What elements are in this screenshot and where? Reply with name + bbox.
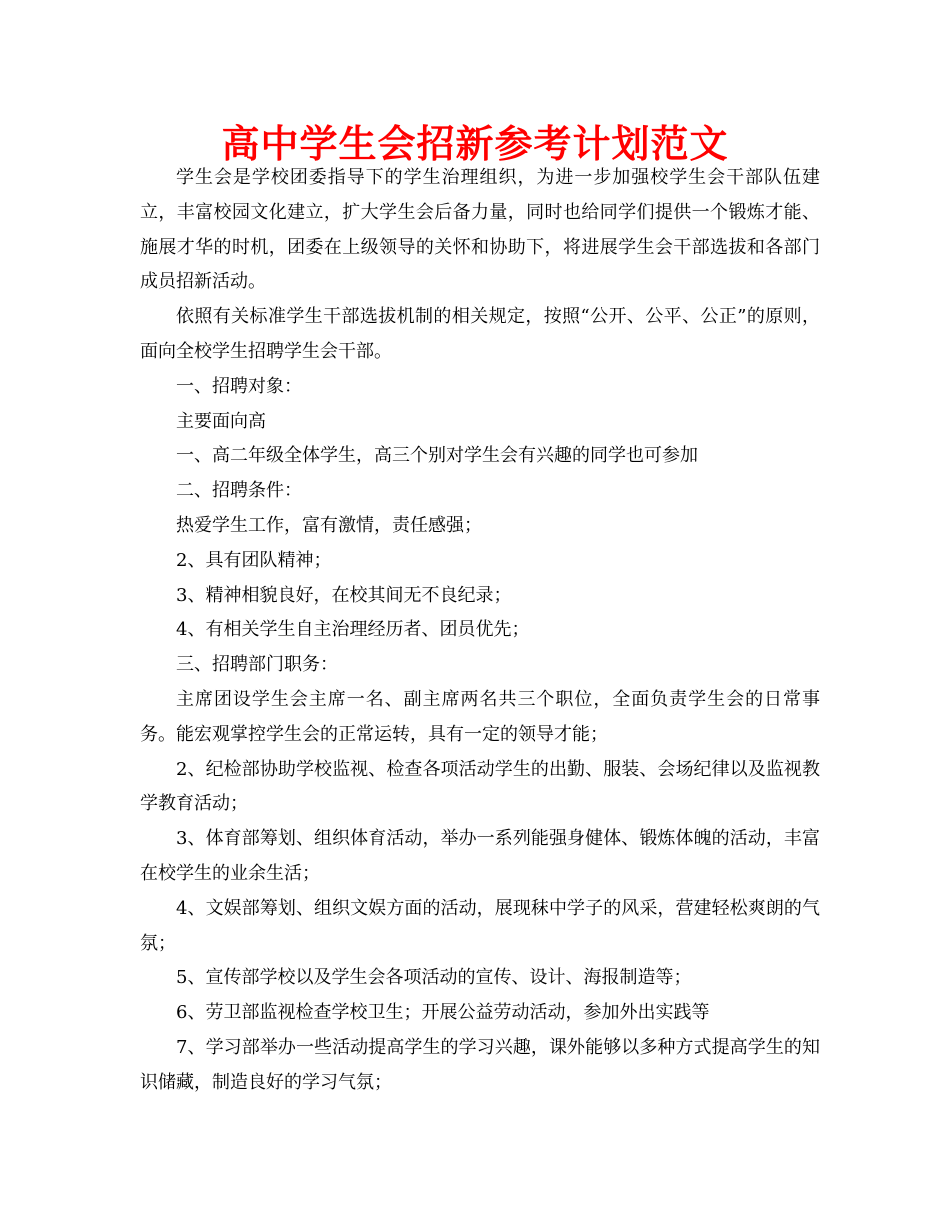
document-title: 高中学生会招新参考计划范文 xyxy=(221,122,729,166)
heading-recruit-positions: 三、招聘部门职务： xyxy=(176,654,338,676)
position-item-entertainment: 4、文娱部筹划、组织文娱方面的活动，展现秣中学子的风采，营建轻松爽朗的气氛； xyxy=(140,897,820,954)
paragraph-principle: 依照有关标准学生干部选拔机制的相关规定，按照“公开、公平、公正”的原则，面向全校学生招聘学生会干部。 xyxy=(140,306,820,362)
heading-recruit-target: 一、招聘对象： xyxy=(176,375,302,397)
paragraph-target-grades: 一、高二年级全体学生，高三个别对学生会有兴趣的同学也可参加 xyxy=(176,445,698,467)
paragraph-intro: 学生会是学校团委指导下的学生治理组织，为进一步加强校学生会干部队伍建立，丰富校园文化建立，扩大学生会后备力量，同时也给同学们提供一个锻炼才能、施展才华的时机，团委在上级领导的关怀和协助下，将进展学生会干部选拔和各部门成员招新活动。 xyxy=(140,167,820,293)
condition-item-4: 4、有相关学生自主治理经历者、团员优先； xyxy=(176,619,530,641)
paragraph-target-main: 主要面向高 xyxy=(176,410,266,432)
condition-item-2: 2、具有团队精神； xyxy=(176,549,332,571)
heading-recruit-conditions: 二、招聘条件： xyxy=(176,480,302,502)
position-item-study: 7、学习部举办一些活动提高学生的学习兴趣，课外能够以多种方式提高学生的知识储藏，制造良好的学习气氛； xyxy=(140,1036,820,1093)
position-item-labor: 6、劳卫部监视检查学校卫生；开展公益劳动活动，参加外出实践等 xyxy=(176,1002,710,1024)
position-item-publicity: 5、宣传部学校以及学生会各项活动的宣传、设计、海报制造等； xyxy=(176,967,692,989)
position-item-discipline: 2、纪检部协助学校监视、检查各项活动学生的出勤、服装、会场纪律以及监视教学教育活动； xyxy=(140,758,820,815)
document-body xyxy=(140,161,820,1101)
position-item-sports: 3、体育部筹划、组织体育活动，举办一系列能强身健体、锻炼体魄的活动，丰富在校学生的业余生活； xyxy=(140,828,820,884)
condition-item-1: 热爱学生工作，富有激情，责任感强； xyxy=(176,514,482,536)
condition-item-3: 3、精神相貌良好，在校其间无不良纪录； xyxy=(176,584,512,606)
position-item-presidium: 主席团设学生会主席一名、副主席两名共三个职位，全面负责学生会的日常事务。能宏观掌控学生会的正常运转，具有一定的领导才能； xyxy=(140,688,820,745)
